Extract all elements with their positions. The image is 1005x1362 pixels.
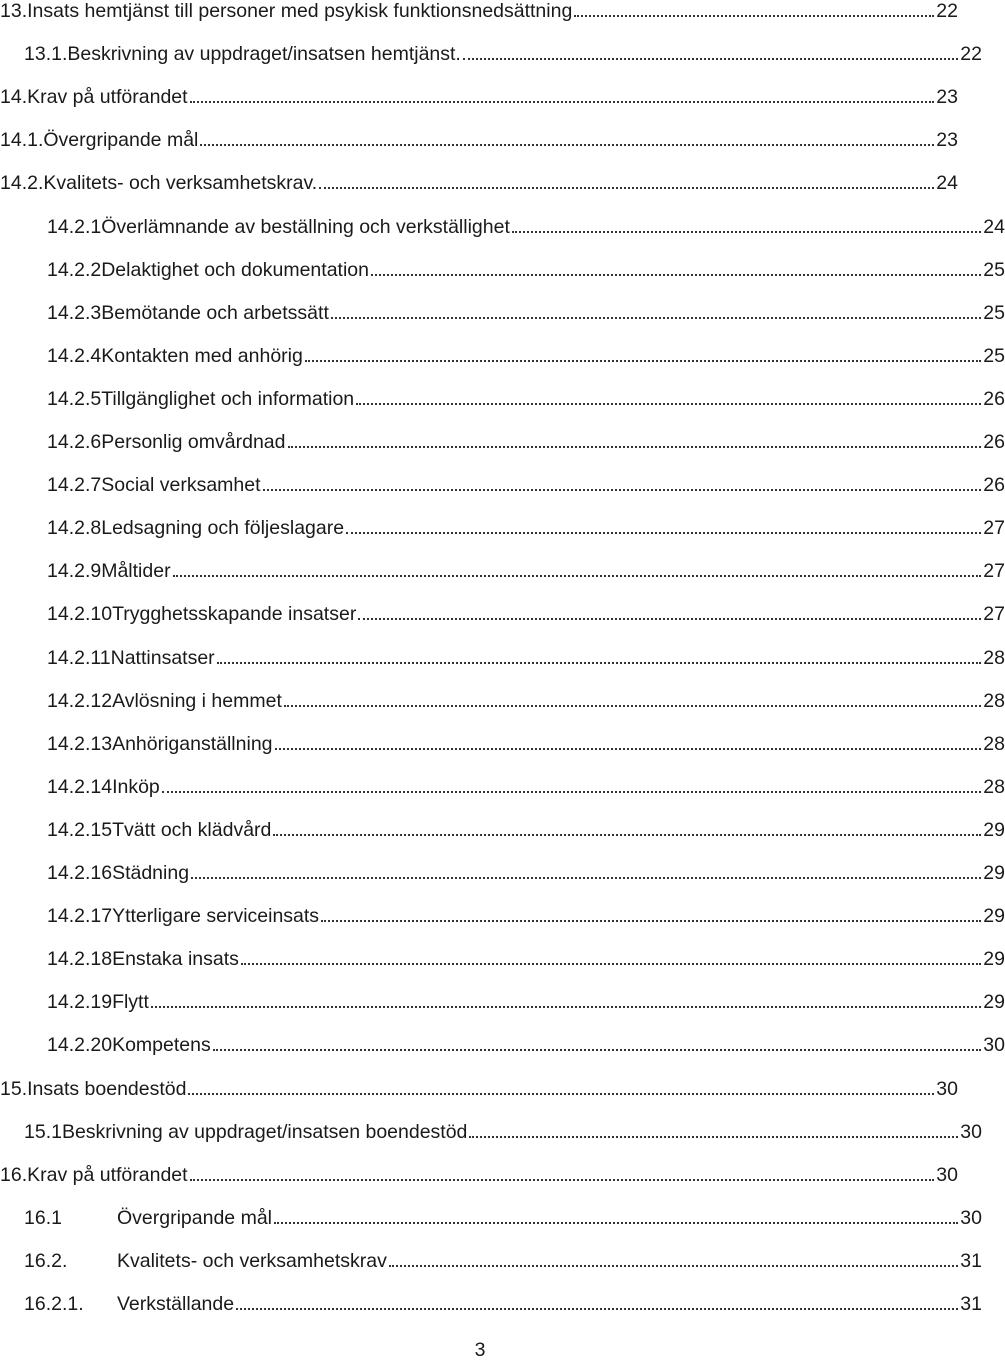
toc-entry[interactable] [0,682,1005,712]
toc-entry-page: 28 [983,732,1005,755]
toc-entry-page: 26 [983,431,1005,453]
toc-entry-number: 14.2.7 [47,474,102,497]
toc-entry-number: 14.2.15 [47,818,113,841]
toc-entry-title: Nattinsatser [110,646,215,669]
toc-entry[interactable] [0,595,1005,625]
toc-entry-number: 15. [0,1077,28,1100]
toc-entry-number: 14.2.10 [47,603,113,626]
toc-entry-title: Personlig omvårdnad [101,431,286,453]
toc-entry-title: Avlösning i hemmet [112,689,282,712]
toc-dot-leader [356,397,981,405]
toc-entry-title: Social verksamhet [101,474,261,497]
toc-entry-number: 14.1. [0,129,44,152]
toc-entry[interactable] [0,208,1005,238]
toc-entry[interactable] [0,552,1005,582]
toc-entry[interactable] [0,1113,982,1143]
toc-dot-leader [305,354,981,362]
toc-entry-number: 14. [0,86,28,109]
toc-dot-leader [200,138,934,146]
toc-entry-page: 27 [983,560,1005,583]
toc-entry[interactable] [0,1156,958,1186]
toc-entry-number: 14.2.9 [47,560,102,583]
toc-dot-leader [275,742,982,750]
toc-entry-number: 14.2.5 [47,387,102,410]
toc-entry[interactable] [0,1242,982,1272]
toc-dot-leader [190,1173,935,1181]
toc-dot-leader [191,871,981,879]
toc-dot-leader [331,311,981,319]
toc-entry[interactable] [0,35,982,65]
toc-dot-leader [574,9,934,17]
toc-entry-number: 14.2.6 [47,431,102,453]
toc-entry-title: Övergripande mål [117,1206,272,1229]
toc-entry-number: 15.1 [24,1120,62,1143]
toc-entry-page: 31 [960,1249,982,1272]
toc-dot-leader [284,699,981,707]
toc-entry-page: 25 [983,301,1005,324]
toc-entry[interactable] [0,1199,982,1229]
toc-entry-page: 29 [983,991,1005,1014]
toc-entry[interactable] [0,251,1005,281]
toc-entry-number: 13. [0,0,28,22]
toc-entry-page: 24 [983,215,1005,238]
toc-dot-leader [263,483,982,491]
toc-entry-title: Insats hemtjänst till personer med psykisk funktionsnedsättning [27,0,573,22]
toc-entry[interactable] [0,423,1005,453]
toc-dot-leader [288,440,982,448]
toc-entry-title: Bemötande och arbetssätt [101,301,329,324]
toc-entry-title: Insats boendestöd [27,1077,187,1100]
toc-entry-title: Tvätt och klädvård [112,818,272,841]
toc-entry-title: Överlämnande av beställning och verkställighet [101,215,510,238]
toc-dot-leader [273,828,981,836]
toc-entry-page: 28 [983,646,1005,669]
toc-entry-number: 14.2.16 [47,862,113,884]
toc-dot-leader [241,957,981,965]
toc-entry-title: Flytt [112,991,149,1014]
toc-dot-leader [463,52,958,60]
toc-entry[interactable] [0,940,1005,970]
toc-entry-title: Trygghetsskapande insatser [112,603,357,626]
toc-entry-page: 29 [983,862,1005,884]
toc-entry-number: 14.2.14 [47,775,113,798]
toc-entry[interactable] [0,1070,958,1100]
toc-entry-number: 14.2.19 [47,991,113,1014]
toc-dot-leader [319,181,934,189]
toc-dot-leader [173,569,982,577]
toc-entry-title: Övergripande mål [43,129,199,152]
toc-entry[interactable] [0,854,1005,884]
toc-entry-number: 16.1 [24,1206,62,1229]
toc-entry-title: Krav på utförandet [27,1163,188,1186]
toc-dot-leader [274,1216,958,1224]
toc-entry[interactable] [0,121,958,151]
toc-entry-page: 30 [960,1206,982,1229]
toc-entry-page: 27 [983,517,1005,540]
toc-dot-leader [151,1000,981,1008]
toc-dot-leader [236,1302,958,1310]
toc-entry[interactable] [0,983,1005,1013]
toc-dot-leader [389,1259,958,1267]
toc-entry-page: 23 [936,129,958,152]
toc-entry[interactable] [0,78,958,108]
toc-entry[interactable] [0,0,958,22]
toc-entry-number: 14.2.17 [47,905,113,928]
toc-entry-page: 22 [960,43,982,66]
toc-entry-title: Inköp [112,775,160,798]
toc-entry[interactable] [0,294,1005,324]
toc-dot-leader [346,526,981,534]
toc-entry-number: 16.2.1. [24,1293,84,1315]
toc-entry[interactable] [0,897,1005,927]
toc-entry-page: 28 [983,775,1005,798]
toc-entry-number: 16.2. [24,1249,68,1272]
toc-entry-title: Kvalitets- och verksamhetskrav. [43,172,318,195]
toc-entry-page: 30 [936,1163,958,1186]
toc-entry-number: 14.2.13 [47,732,113,755]
toc-entry-number: 14.2.12 [47,689,113,712]
toc-entry-page: 29 [983,818,1005,841]
toc-entry-title: Krav på utförandet [27,86,188,109]
toc-entry-number: 14.2.1 [47,215,102,238]
toc-dot-leader [371,268,981,276]
toc-entry-number: 14.2. [0,172,44,195]
toc-entry-page: 26 [983,387,1005,410]
toc-entry-page: 23 [936,86,958,109]
toc-entry-number: 14.2.20 [47,1034,113,1057]
toc-entry-title: Ytterligare serviceinsats [112,905,320,928]
toc-entry-title: Anhöriganställning [112,732,273,755]
toc-entry-number: 16. [0,1163,28,1186]
toc-entry[interactable] [0,1285,982,1315]
toc-entry-page: 27 [983,603,1005,626]
toc-entry-page: 29 [983,948,1005,971]
toc-entry-title: Verkställande [117,1293,235,1315]
toc-entry-title: Beskrivning av uppdraget/insatsen hemtjänst. [67,43,461,66]
toc-dot-leader [321,914,981,922]
toc-entry-title: Städning [112,862,190,884]
toc-entry[interactable] [0,380,1005,410]
toc-entry[interactable] [0,639,1005,669]
toc-entry-title: Beskrivning av uppdraget/insatsen boendestöd [61,1120,468,1143]
toc-entry-page: 25 [983,258,1005,281]
toc-entry-title: Måltider [101,560,171,583]
toc-entry-number: 14.2.3 [47,301,102,324]
toc-entry[interactable] [0,1026,1005,1056]
toc-entry-title: Tillgänglighet och information [101,387,355,410]
toc-entry-title: Kompetens [112,1034,211,1057]
toc-entry-number: 14.2.11 [47,646,111,669]
toc-entry[interactable] [0,811,1005,841]
toc-entry-title: Enstaka insats [112,948,239,971]
toc-entry-page: 30 [960,1120,982,1143]
toc-entry-page: 28 [983,689,1005,712]
toc-entry[interactable] [0,768,1005,798]
toc-entry-page: 24 [936,172,958,195]
toc-entry-page: 25 [983,344,1005,367]
toc-dot-leader [469,1130,958,1138]
toc-entry[interactable] [0,725,1005,755]
toc-entry[interactable] [0,337,1005,367]
toc-entry-page: 30 [983,1034,1005,1057]
toc-dot-leader [162,785,982,793]
toc-entry-page: 31 [960,1293,982,1315]
toc-entry-number: 14.2.2 [47,258,102,281]
toc-entry-title: Kontakten med anhörig [101,344,303,367]
toc-entry[interactable] [0,509,1005,539]
toc-dot-leader [512,225,981,233]
toc-entry-number: 14.2.18 [47,948,113,971]
toc-entry[interactable] [0,466,1005,496]
toc-entry-title: Ledsagning och följeslagare [101,517,345,540]
page-number: 3 [474,1339,486,1361]
toc-dot-leader [188,1087,934,1095]
toc-entry-title: Kvalitets- och verksamhetskrav [117,1249,387,1272]
toc-entry-title: Delaktighet och dokumentation [101,258,369,281]
toc-dot-leader [213,1043,982,1051]
toc-dot-leader [190,95,935,103]
toc-dot-leader [217,656,982,664]
toc-entry-page: 30 [936,1077,958,1100]
toc-entry-number: 13.1. [24,43,68,66]
toc-entry-page: 22 [936,0,958,22]
toc-entry-number: 14.2.4 [47,344,102,367]
toc-entry[interactable] [0,164,958,194]
toc-entry-page: 26 [983,474,1005,497]
toc-entry-page: 29 [983,905,1005,928]
toc-entry-number: 14.2.8 [47,517,102,540]
toc-dot-leader [358,612,981,620]
